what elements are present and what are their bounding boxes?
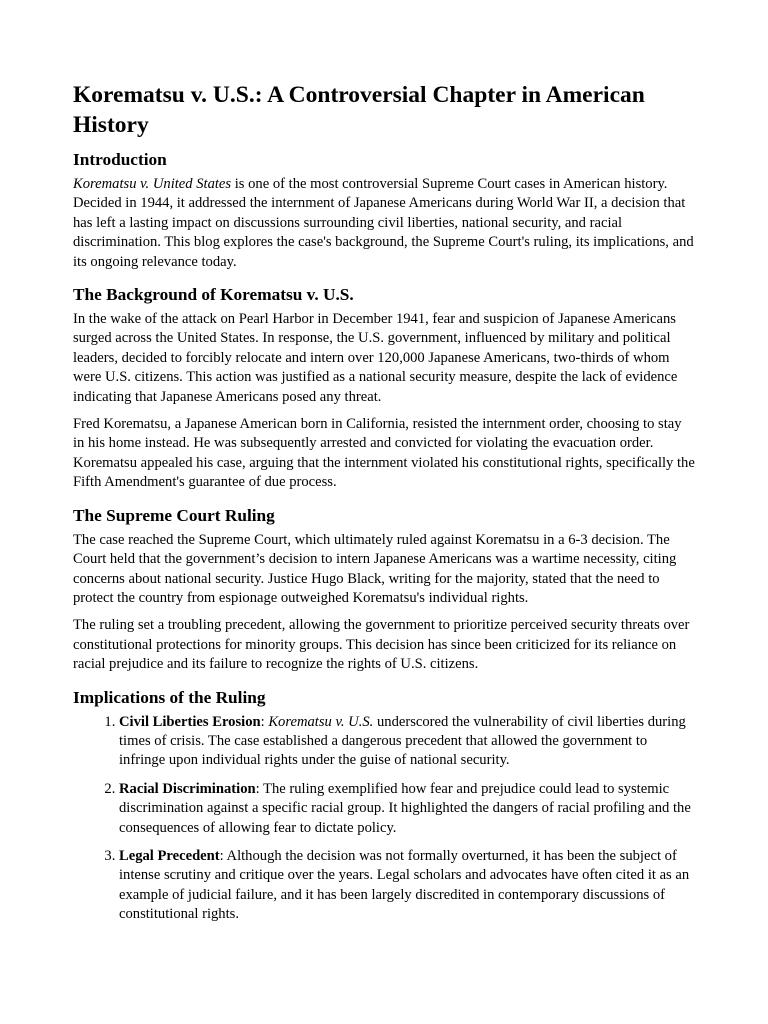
ruling-paragraph-2: The ruling set a troubling precedent, allowing the government to prioritize perceived security threats over constitutional protections for minority groups. This decision has since been criticized for its reliance on racial prejudice and its failure to recognize the rights of U.S. citizens. <box>73 617 690 673</box>
list-item-separator: : <box>260 713 269 730</box>
list-item-term: Racial Discrimination <box>119 780 256 797</box>
list-item-term: Civil Liberties Erosion <box>119 713 261 730</box>
intro-heading: Introduction <box>73 150 167 169</box>
intro-text: is one of the most controversial Supreme Court cases in American history. Decided in 1944, it addressed the internment of Japanese Americans during World War II, a decision that has left a lasting impact on discussions surrounding civil liberties, national security, and racial discrimination. This blog explores the case's background, the Supreme Court's ruling, its implications, and its ongoing relevance today. <box>73 176 694 270</box>
page-title: Korematsu v. U.S.: A Controversial Chapter in American History <box>73 82 645 138</box>
list-item <box>119 847 696 925</box>
list-item-case-ref: Korematsu v. U.S. <box>268 713 374 730</box>
list-item-text: : Although the decision was not formally overturned, it has been the subject of intense scrutiny and critique over the years. Legal scholars and advocates have often cited it as an example of judicial failure, and it has been largely discredited in contemporary discussions of constitutional rights. <box>119 847 690 923</box>
implications-list <box>73 713 696 925</box>
intro-paragraph <box>73 175 696 272</box>
list-item <box>119 780 696 838</box>
background-paragraph-1: In the wake of the attack on Pearl Harbor in December 1941, fear and suspicion of Japanese Americans surged across the United States. In response, the U.S. government, influenced by military and political leaders, decided to forcibly relocate and intern over 120,000 Japanese Americans, two-thirds of whom were U.S. citizens. This action was justified as a national security measure, despite the lack of evidence indicating that Japanese Americans posed any threat. <box>73 311 678 405</box>
implications-heading: Implications of the Ruling <box>73 687 266 707</box>
background-heading: The Background of Korematsu v. U.S. <box>73 285 354 305</box>
background-paragraph-2: Fred Korematsu, a Japanese American born in California, resisted the internment order, choosing to stay in his home instead. He was subsequently arrested and convicted for violating the evacuation order. Korematsu appealed his case, arguing that the internment violated his constitutional rights, specifically the Fifth Amendment's guarantee of due process. <box>73 416 695 491</box>
intro-case-name: Korematsu v. United States <box>73 176 232 192</box>
list-item-text: underscored the vulnerability of civil liberties during times of crisis. The case established a dangerous precedent that allowed the government to infringe upon individual rights under the guise of national security. <box>119 713 686 769</box>
list-item-term: Legal Precedent <box>119 847 220 864</box>
list-item-text: : The ruling exemplified how fear and prejudice could lead to systemic discrimination against a specific racial group. It highlighted the dangers of racial profiling and the consequences of allowing fear to dictate policy. <box>119 780 691 836</box>
ruling-paragraph-1: The case reached the Supreme Court, which ultimately ruled against Korematsu in a 6-3 decision. The Court held that the government’s decision to intern Japanese Americans was a wartime necessity, citing concerns about national security. Justice Hugo Black, writing for the majority, stated that the need to protect the country from espionage outweighed Korematsu's individual rights. <box>73 531 677 606</box>
list-item <box>119 713 696 771</box>
ruling-heading: The Supreme Court Ruling <box>73 505 275 525</box>
